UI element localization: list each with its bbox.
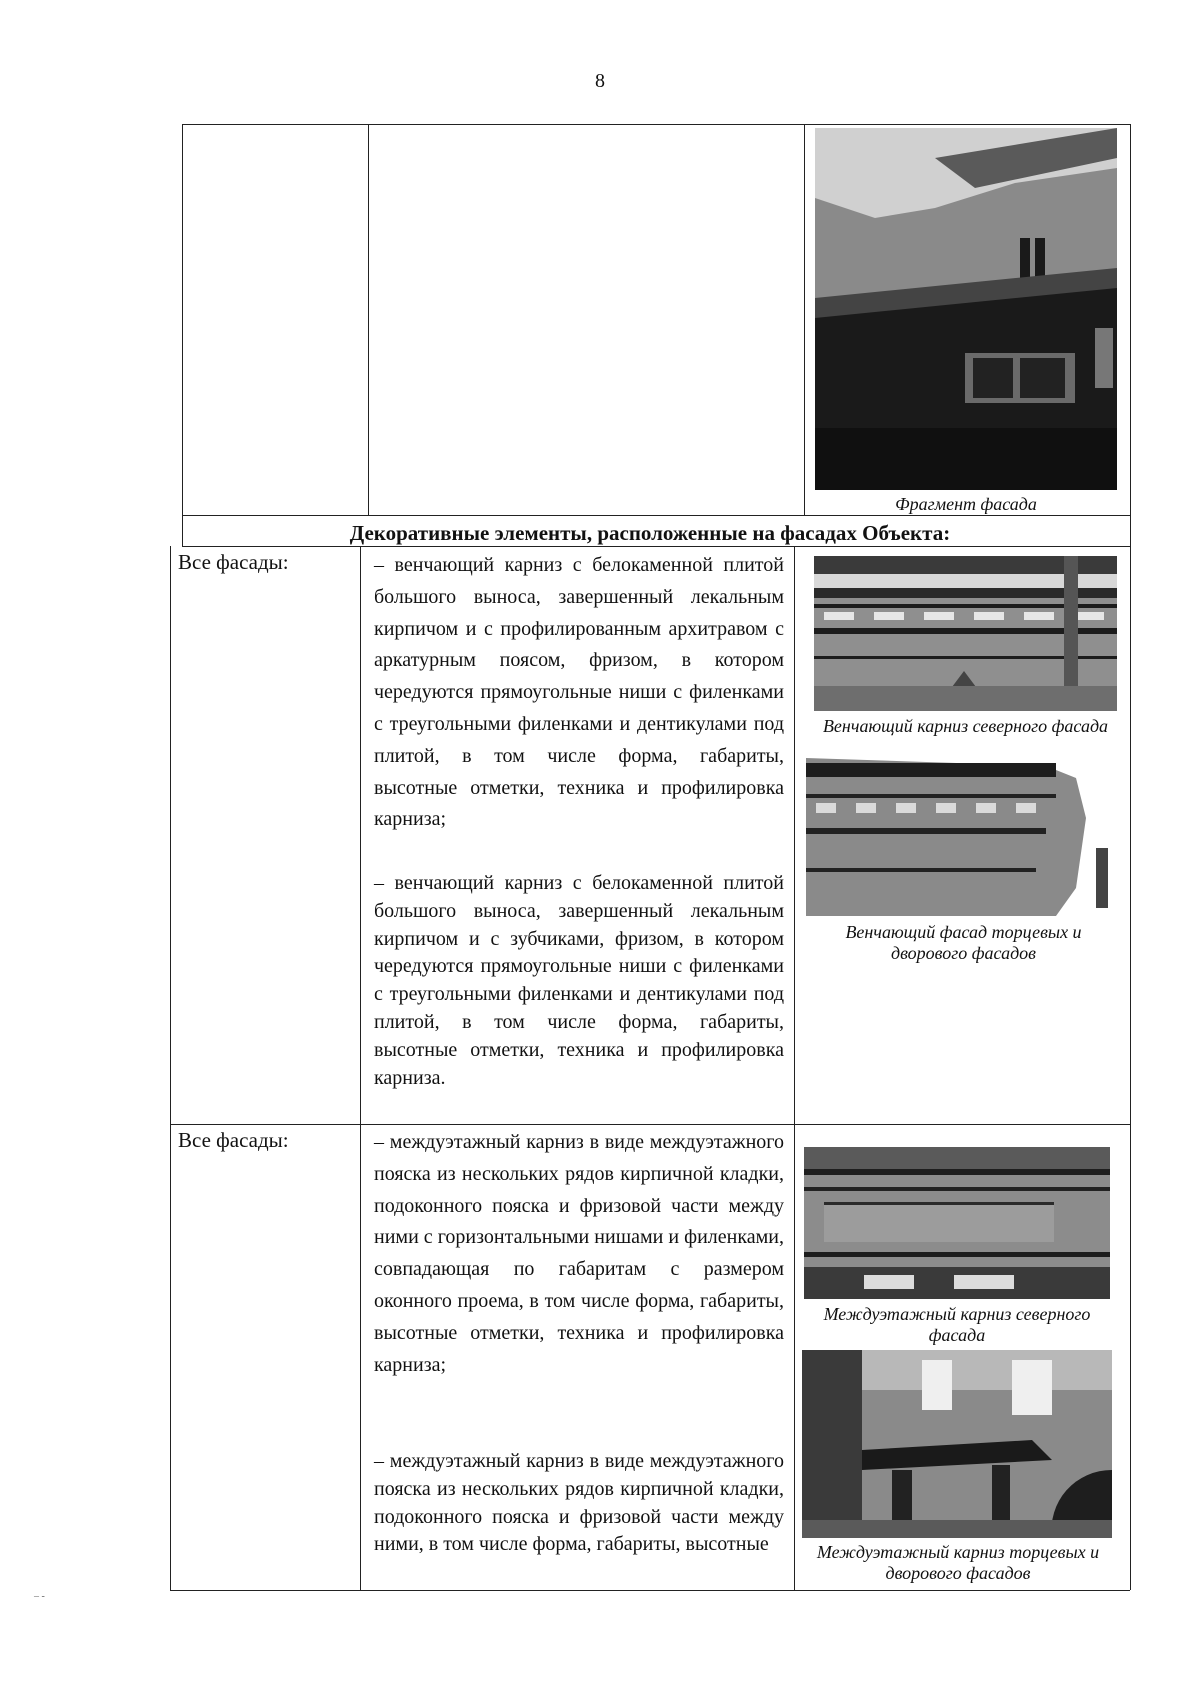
column-divider [804, 124, 805, 515]
photo-caption: Венчающий карниз северного фасада [822, 716, 1109, 736]
row-label: Все фасады: [178, 1128, 289, 1152]
row-description [374, 550, 784, 836]
scan-artifact: ‒ ‑ [34, 1591, 45, 1602]
row-label: Все фасады: [178, 550, 289, 574]
north-intercornice-photo [804, 1147, 1110, 1299]
photo-caption: Фрагмент фасада [895, 494, 1037, 514]
photo-caption: Междуэтажный карниз торцевых и дворового фасадов [816, 1542, 1100, 1583]
row-description [374, 1448, 784, 1559]
column-divider [360, 546, 361, 1590]
table-border-bottom [170, 1590, 1130, 1591]
description-paragraph: – венчающий карниз с белокаменной плитой большого выноса, завершенный лекальным кирпичом и с зубчиками, фризом, в котором чередуются прямоугольные ниши с филенками с треугольными филенками и дентикулами под плитой, в том числе форма, габариты, высотные отметки, техника и профилировка карниза. [374, 872, 784, 1089]
photo-caption: Междуэтажный карниз северного фасада [823, 1304, 1091, 1345]
description-paragraph: – венчающий карниз с белокаменной плитой большого выноса, завершенный лекальным кирпичом и с профилированным архитравом с аркатурным поясом, фризом, в котором чередуются прямоугольные ниши с филенками с треугольными филенками и дентикулами под плитой, в том числе форма, габариты, высотные отметки, техника и профилировка карниза; [374, 554, 784, 831]
table-border-right [1130, 124, 1131, 1590]
column-divider [170, 546, 171, 1590]
page-number: 8 [595, 70, 605, 92]
facade-fragment-photo [815, 128, 1117, 490]
end-courtyard-intercornice-photo [802, 1350, 1112, 1538]
row-divider [182, 546, 1130, 547]
row-description [374, 870, 784, 1092]
table-border-top [182, 124, 1130, 125]
photo-caption: Венчающий фасад торцевых и дворового фасадов [845, 922, 1082, 963]
end-courtyard-cornice-photo [806, 758, 1112, 916]
section-heading: Декоративные элементы, расположенные на фасадах Объекта: [349, 521, 951, 545]
column-divider [794, 546, 795, 1590]
description-paragraph: – междуэтажный карниз в виде междуэтажного пояска из нескольких рядов кирпичной кладки, подоконного пояска и фризовой части между ними с горизонтальными нишами и филенками, совпадающая по габаритам с размером оконного проема, в том числе форма, габариты, высотные отметки, техника и профилировка карниза; [374, 1131, 784, 1376]
row-description [374, 1127, 784, 1381]
row-divider [170, 1124, 1130, 1125]
row-divider [182, 515, 1130, 516]
column-divider [368, 124, 369, 515]
column-divider [182, 124, 183, 546]
north-cornice-photo [814, 556, 1117, 711]
description-paragraph: – междуэтажный карниз в виде междуэтажного пояска из нескольких рядов кирпичной кладки, подоконного пояска и фризовой части между ними, в том числе форма, габариты, высотные [374, 1450, 784, 1556]
